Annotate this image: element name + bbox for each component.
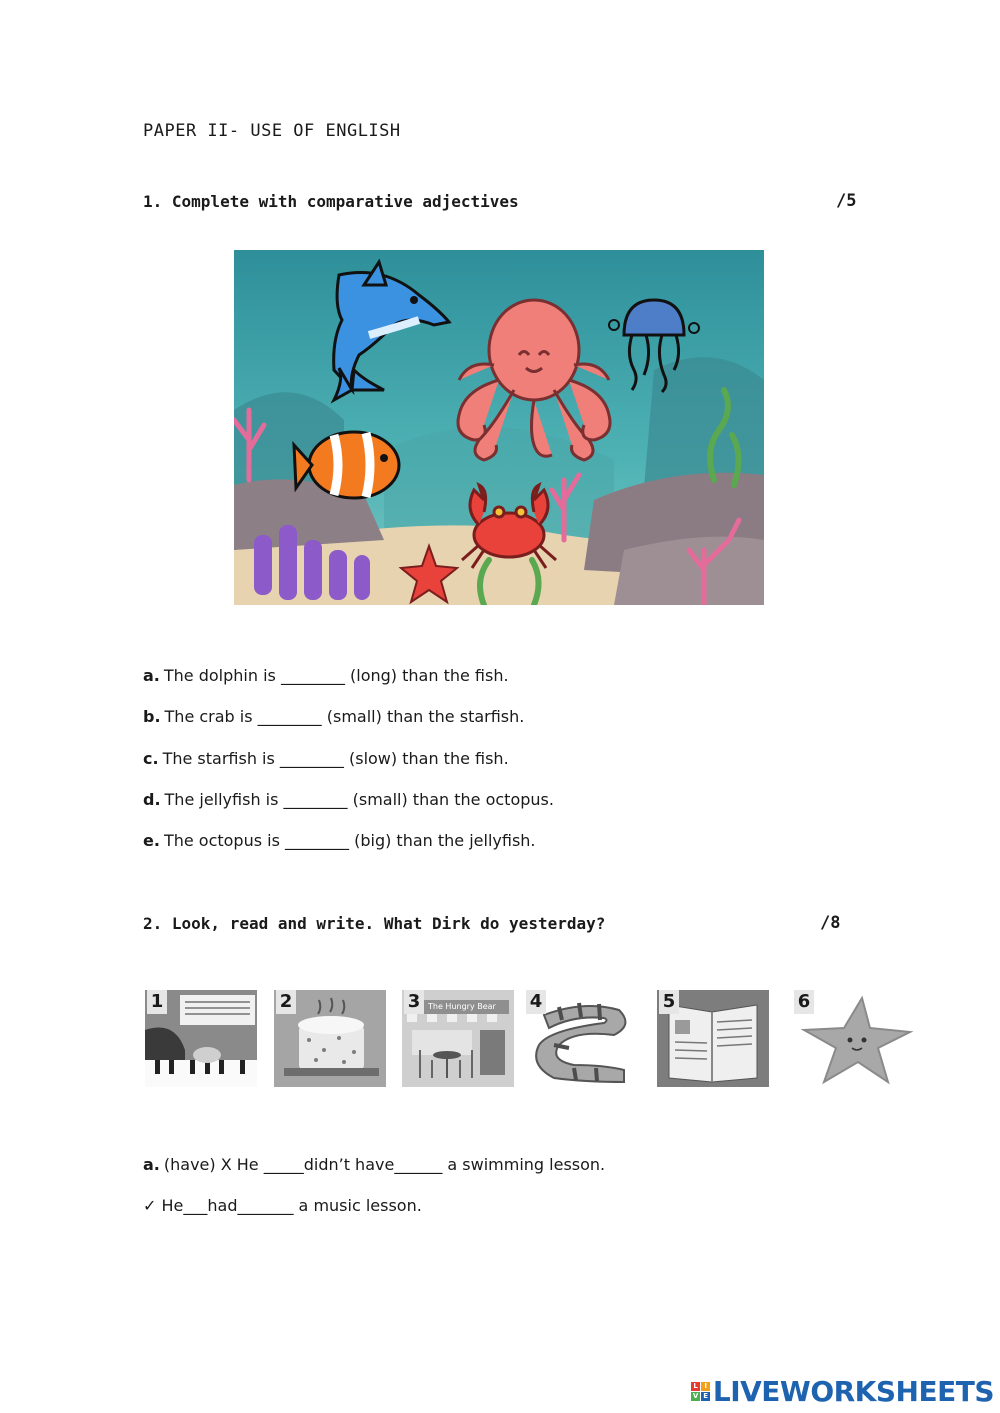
question-b: b. The crab is ________ (small) than the starfish. <box>143 707 525 726</box>
underwater-scene-image <box>234 250 764 605</box>
picture-2: 2 <box>274 990 386 1087</box>
section2-heading: 2. Look, read and write. What Dirk do yesterday? <box>143 914 606 933</box>
section2-score: /8 <box>820 913 841 933</box>
liveworksheets-logo-text: LIVEWORKSHEETS <box>712 1375 994 1408</box>
picture-4: 4 <box>524 990 636 1087</box>
section1-heading: 1. Complete with comparative adjectives <box>143 192 519 211</box>
liveworksheets-mark-icon: L I V E <box>691 1382 710 1401</box>
paper-title: PAPER II- USE OF ENGLISH <box>143 121 401 141</box>
question-e: e. The octopus is ________ (big) than the jellyfish. <box>143 831 536 850</box>
question-d: d. The jellyfish is ________ (small) than the octopus. <box>143 790 554 809</box>
section1-score: /5 <box>836 191 857 211</box>
example-line-2: ✓ He___had_______ a music lesson. <box>143 1196 422 1215</box>
example-line-1: a. (have) X He _____didn’t have______ a swimming lesson. <box>143 1155 606 1174</box>
picture-5: 5 <box>657 990 769 1087</box>
cafe-sign: The Hungry Bear <box>428 1002 496 1011</box>
picture-6: 6 <box>792 990 917 1087</box>
picture-3: The Hungry Bear 3 <box>402 990 514 1087</box>
question-c: c. The starfish is ________ (slow) than the fish. <box>143 749 509 768</box>
liveworksheets-logo <box>691 1375 994 1408</box>
picture-1: 1 <box>145 990 257 1087</box>
question-a: a. The dolphin is ________ (long) than the fish. <box>143 666 509 685</box>
